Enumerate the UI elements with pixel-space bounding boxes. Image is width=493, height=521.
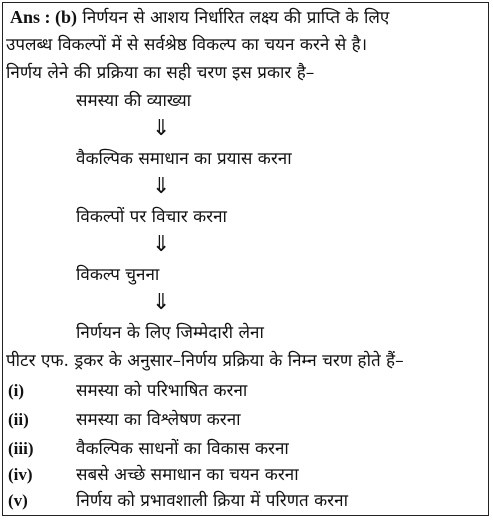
process-step-4: विकल्प चुनना — [76, 265, 160, 285]
drucker-step-number: (ii) — [8, 410, 29, 429]
drucker-step-number: (v) — [8, 491, 28, 510]
process-step-2: वैकल्पिक समाधान का प्रयास करना — [76, 149, 292, 169]
answer-text-line-2: उपलब्ध विकल्पों में से सर्वश्रेष्ठ विकल्प का चयन करने से है। — [6, 35, 368, 55]
drucker-step-text: समस्या का विश्लेषण करना — [76, 410, 241, 430]
drucker-step-text: समस्या को परिभाषित करना — [76, 381, 248, 401]
drucker-intro: पीटर एफ. ड्रकर के अनुसार–निर्णय प्रक्रिया के निम्न चरण होते हैं– — [6, 351, 404, 371]
drucker-step-number: (iv) — [8, 465, 33, 484]
answer-text-line-3: निर्णय लेने की प्रक्रिया का सही चरण इस प्रकार है– — [6, 63, 315, 83]
down-arrow-icon: ⇓ — [152, 232, 171, 257]
down-arrow-icon: ⇓ — [152, 290, 171, 315]
down-arrow-icon: ⇓ — [152, 116, 171, 141]
drucker-step-number: (i) — [8, 381, 25, 400]
drucker-step-text: निर्णय को प्रभावशाली क्रिया में परिणत करना — [76, 491, 348, 511]
process-step-1: समस्या की व्याख्या — [76, 91, 192, 111]
answer-text-line-1: निर्णयन से आशय निर्धारित लक्ष्य की प्राप्ति के लिए — [82, 8, 390, 28]
drucker-step-text: सबसे अच्छे समाधान का चयन करना — [76, 465, 299, 485]
process-step-3: विकल्पों पर विचार करना — [76, 207, 227, 227]
answer-first-line — [10, 6, 389, 29]
drucker-step-number: (iii) — [8, 439, 34, 458]
down-arrow-icon: ⇓ — [152, 174, 171, 199]
process-step-5: निर्णयन के लिए जिम्मेदारी लेना — [76, 323, 264, 343]
drucker-step-text: वैकल्पिक साधनों का विकास करना — [76, 439, 289, 459]
answer-label: Ans : (b) — [10, 7, 78, 27]
